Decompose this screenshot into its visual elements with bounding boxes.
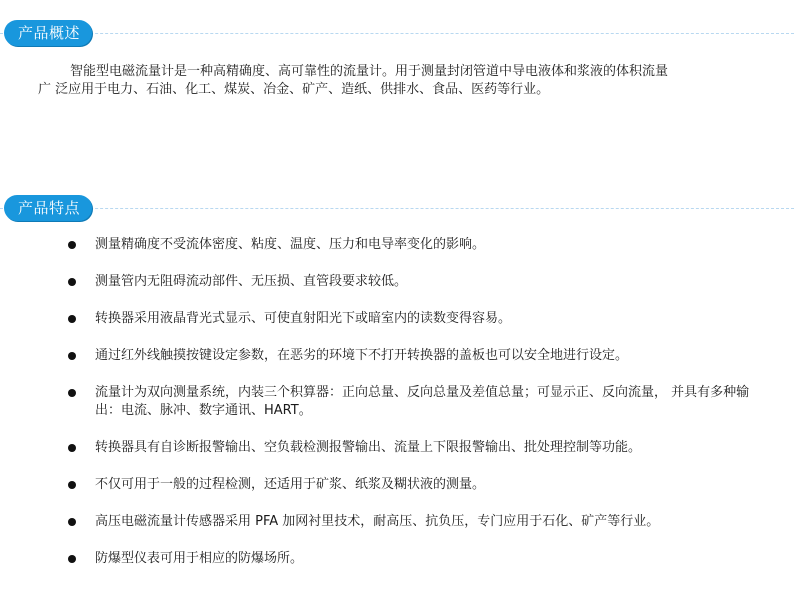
feature-text: 流量计为双向测量系统，内装三个积算器：正向总量、反向总量及差值总量；可显示正、反向流量， 并具有多种输出：电流、脉冲、数字通讯、HART。	[95, 385, 750, 418]
bullet-icon	[68, 315, 76, 323]
features-section-header	[0, 195, 794, 223]
overview-title: 产品概述	[4, 20, 92, 46]
feature-text: 不仅可用于一般的过程检测，还适用于矿浆、纸浆及糊状液的测量。	[95, 477, 486, 492]
bullet-icon	[68, 555, 76, 563]
bullet-icon	[68, 352, 76, 360]
bullet-icon	[68, 444, 76, 452]
overview-header-divider	[0, 33, 794, 34]
overview-paragraph-line-1: 智能型电磁流量计是一种高精确度、高可靠性的流量计。用于测量封闭管道中导电液体和浆液的体积流量	[70, 64, 669, 79]
feature-text: 通过红外线触摸按键设定参数，在恶劣的环境下不打开转换器的盖板也可以安全地进行设定。	[95, 348, 629, 363]
bullet-icon	[68, 241, 76, 249]
feature-text: 转换器采用液晶背光式显示、可使直射阳光下或暗室内的读数变得容易。	[95, 311, 512, 326]
feature-text: 防爆型仪表可用于相应的防爆场所。	[95, 551, 304, 566]
feature-text: 转换器具有自诊断报警输出、空负载检测报警输出、流量上下限报警输出、批处理控制等功能。	[95, 440, 642, 455]
overview-paragraph	[38, 63, 783, 99]
bullet-icon	[68, 278, 76, 286]
features-title: 产品特点	[4, 195, 92, 221]
feature-text: 测量管内无阻碍流动部件、无压损、直管段要求较低。	[95, 274, 408, 289]
overview-section-header	[0, 20, 794, 48]
feature-item	[64, 550, 764, 568]
feature-item	[64, 236, 764, 254]
bullet-icon	[68, 389, 76, 397]
feature-item	[64, 384, 764, 420]
feature-item	[64, 439, 764, 457]
bullet-icon	[68, 481, 76, 489]
feature-text: 高压电磁流量计传感器采用 PFA 加网衬里技术，耐高压、抗负压，专门应用于石化、矿产等行业。	[95, 514, 660, 529]
feature-item	[64, 273, 764, 291]
bullet-icon	[68, 518, 76, 526]
feature-item	[64, 310, 764, 328]
feature-item	[64, 347, 764, 365]
features-header-divider	[0, 208, 794, 209]
feature-text: 测量精确度不受流体密度、粘度、温度、压力和电导率变化的影响。	[95, 237, 486, 252]
feature-item	[64, 476, 764, 494]
overview-paragraph-line-2: 广 泛应用于电力、石油、化工、煤炭、冶金、矿产、造纸、供排水、食品、医药等行业。	[38, 82, 550, 97]
feature-item	[64, 513, 764, 531]
